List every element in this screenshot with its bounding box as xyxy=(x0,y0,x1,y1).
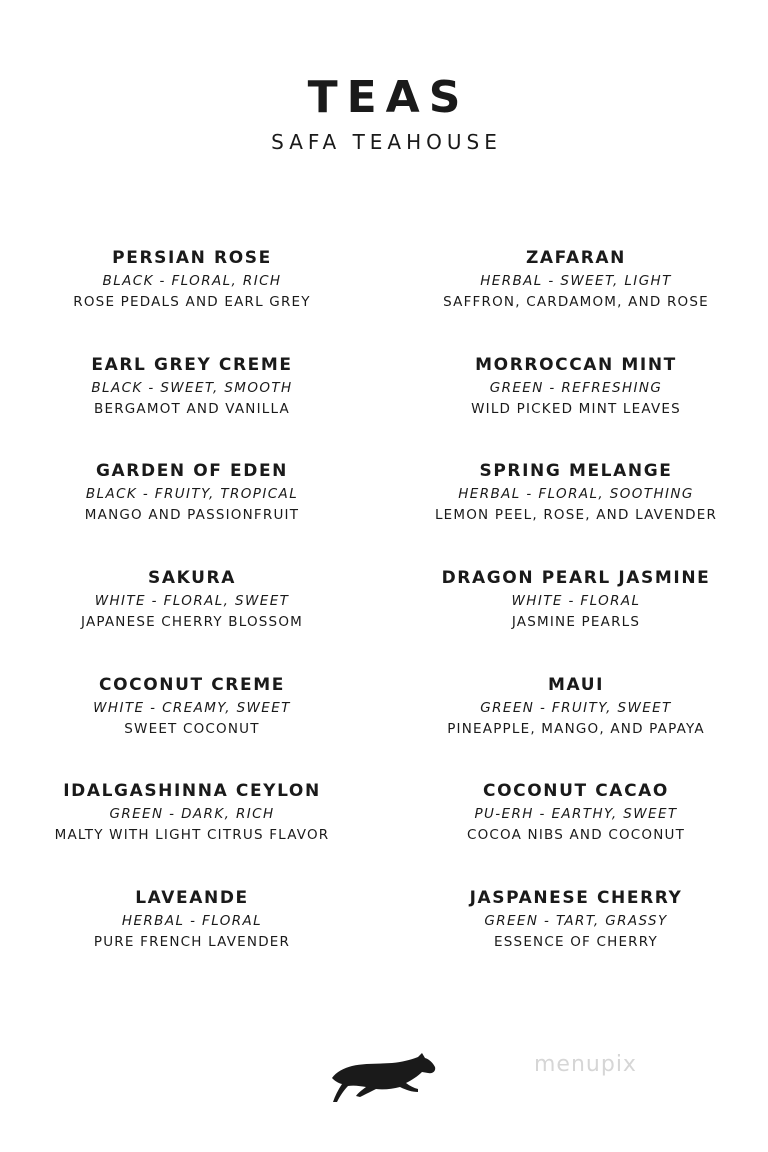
tea-item xyxy=(384,673,768,780)
tea-type: WHITE - CREAMY, SWEET xyxy=(93,699,291,716)
tea-item xyxy=(384,566,768,673)
tea-name: COCONUT CREME xyxy=(99,674,285,695)
tea-notes: PINEAPPLE, MANGO, AND PAPAYA xyxy=(447,720,705,737)
tea-item xyxy=(384,459,768,566)
tea-name: SAKURA xyxy=(148,568,236,589)
tea-name: IDALGASHINNA CEYLON xyxy=(63,781,321,802)
tea-type: GREEN - DARK, RICH xyxy=(109,806,275,823)
tea-type: HERBAL - FLORAL xyxy=(121,913,263,930)
tea-name: GARDEN OF EDEN xyxy=(95,461,289,482)
tea-notes: LEMON PEEL, ROSE, AND LAVENDER xyxy=(434,507,718,524)
tea-name: PERSIAN ROSE xyxy=(112,248,272,268)
tea-item xyxy=(0,353,384,460)
page-header xyxy=(0,70,768,156)
tea-item xyxy=(0,886,384,993)
tea-type: BLACK - FRUITY, TROPICAL xyxy=(85,486,299,503)
tea-item xyxy=(384,779,768,886)
watermark: menupix xyxy=(534,1052,637,1077)
tea-notes: COCOA NIBS AND COCONUT xyxy=(466,827,686,844)
tea-type: GREEN - TART, GRASSY xyxy=(484,913,668,930)
tea-name: JASPANESE CHERRY xyxy=(469,888,683,909)
tea-notes: SWEET COCONUT xyxy=(124,720,260,737)
menu-column-left xyxy=(0,246,384,993)
tea-notes: MALTY WITH LIGHT CITRUS FLAVOR xyxy=(54,827,330,844)
tea-type: BLACK - SWEET, SMOOTH xyxy=(91,379,293,396)
tea-notes: WILD PICKED MINT LEAVES xyxy=(471,400,681,417)
tea-type: BLACK - FLORAL, RICH xyxy=(102,273,282,289)
tea-type: GREEN - FRUITY, SWEET xyxy=(480,699,672,716)
tea-name: SPRING MELANGE xyxy=(479,461,673,482)
tea-notes: SAFFRON, CARDAMOM, AND ROSE xyxy=(443,294,709,310)
tea-item xyxy=(0,459,384,566)
tea-name: ZAFARAN xyxy=(526,248,626,268)
tea-name: MAUI xyxy=(547,674,605,695)
tea-notes: BERGAMOT AND VANILLA xyxy=(94,400,290,417)
tea-name: DRAGON PEARL JASMINE xyxy=(441,568,711,589)
tea-item xyxy=(384,886,768,993)
tea-notes: MANGO AND PASSIONFRUIT xyxy=(84,507,300,524)
tea-item xyxy=(0,673,384,780)
page-subtitle: SAFA TEAHOUSE xyxy=(271,130,502,154)
tea-notes: ROSE PEDALS AND EARL GREY xyxy=(73,294,311,310)
tea-item xyxy=(384,246,768,353)
tea-item xyxy=(384,353,768,460)
tea-name: MORROCCAN MINT xyxy=(475,354,677,375)
tea-notes: PURE FRENCH LAVENDER xyxy=(93,934,291,951)
tea-name: COCONUT CACAO xyxy=(483,781,669,802)
tea-notes: JASMINE PEARLS xyxy=(511,614,641,631)
tea-notes: ESSENCE OF CHERRY xyxy=(494,934,658,951)
tea-type: WHITE - FLORAL xyxy=(511,593,641,610)
tea-notes: JAPANESE CHERRY BLOSSOM xyxy=(81,614,303,631)
tea-type: HERBAL - SWEET, LIGHT xyxy=(480,273,672,289)
tea-name: LAVEANDE xyxy=(135,888,249,909)
tea-type: WHITE - FLORAL, SWEET xyxy=(94,593,290,610)
tea-item xyxy=(0,566,384,673)
tea-type: HERBAL - FLORAL, SOOTHING xyxy=(458,486,694,503)
tea-item xyxy=(0,246,384,353)
tea-name: EARL GREY CREME xyxy=(91,354,293,375)
tea-item xyxy=(0,779,384,886)
page-title: TEAS xyxy=(307,72,470,123)
tea-type: PU-ERH - EARTHY, SWEET xyxy=(474,806,678,823)
panther-icon xyxy=(330,1052,438,1104)
tea-type: GREEN - REFRESHING xyxy=(489,379,663,396)
menu-column-right xyxy=(384,246,768,993)
